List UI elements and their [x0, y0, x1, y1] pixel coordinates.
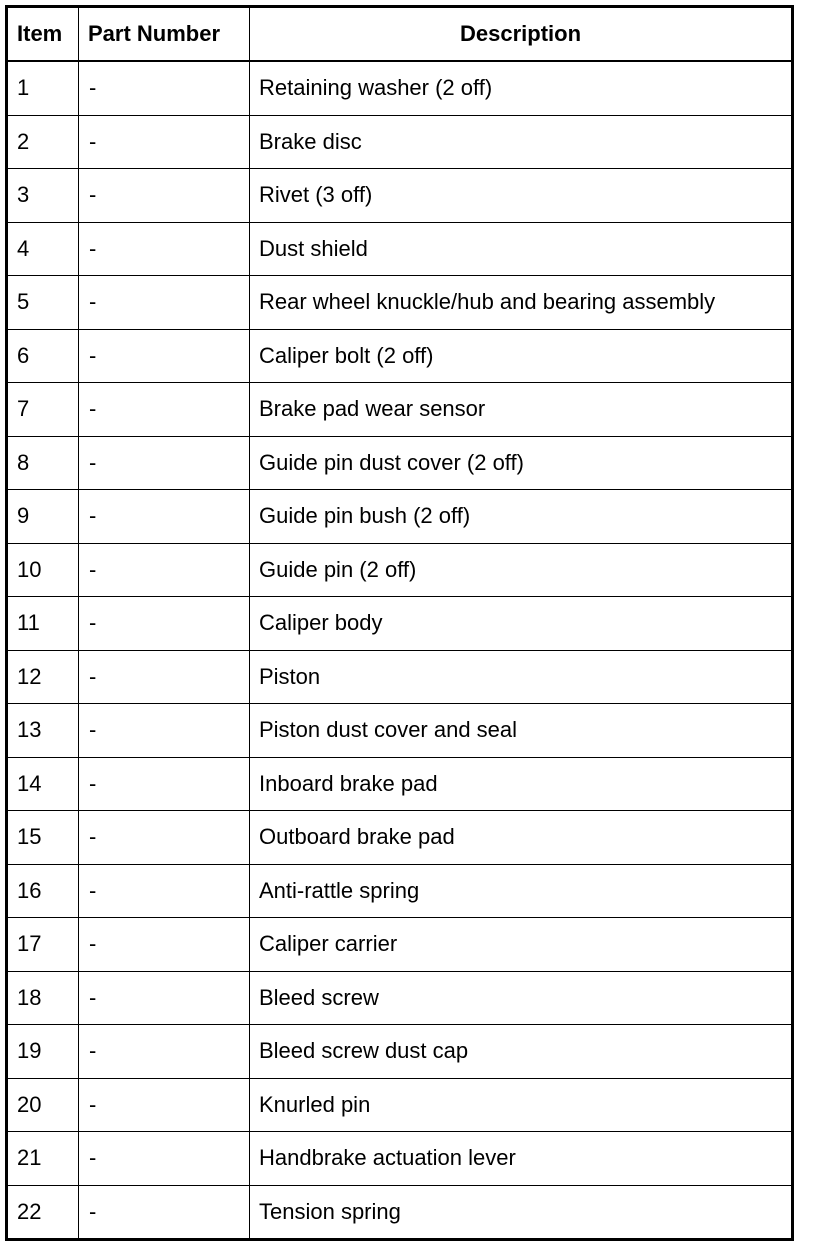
part-number-cell: - — [79, 1025, 250, 1079]
item-cell: 16 — [7, 864, 79, 918]
description-cell: Inboard brake pad — [250, 757, 793, 811]
table-row — [7, 329, 793, 383]
item-cell: 19 — [7, 1025, 79, 1079]
item-cell: 9 — [7, 490, 79, 544]
item-cell: 7 — [7, 383, 79, 437]
part-number-cell: - — [79, 918, 250, 972]
description-cell: Caliper bolt (2 off) — [250, 329, 793, 383]
item-cell: 3 — [7, 169, 79, 223]
description-cell: Guide pin dust cover (2 off) — [250, 436, 793, 490]
table-row — [7, 543, 793, 597]
part-number-cell: - — [79, 61, 250, 115]
table-row — [7, 918, 793, 972]
item-cell: 2 — [7, 115, 79, 169]
column-header-part-number: Part Number — [79, 7, 250, 62]
item-cell: 15 — [7, 811, 79, 865]
part-number-cell: - — [79, 490, 250, 544]
item-cell: 11 — [7, 597, 79, 651]
part-number-cell: - — [79, 811, 250, 865]
description-cell: Tension spring — [250, 1185, 793, 1240]
description-cell: Knurled pin — [250, 1078, 793, 1132]
item-cell: 10 — [7, 543, 79, 597]
part-number-cell: - — [79, 597, 250, 651]
table-row — [7, 115, 793, 169]
description-cell: Dust shield — [250, 222, 793, 276]
part-number-cell: - — [79, 704, 250, 758]
table-row — [7, 650, 793, 704]
header-row — [7, 7, 793, 62]
part-number-cell: - — [79, 169, 250, 223]
table-row — [7, 864, 793, 918]
table-row — [7, 704, 793, 758]
part-number-cell: - — [79, 543, 250, 597]
item-cell: 6 — [7, 329, 79, 383]
description-cell: Bleed screw dust cap — [250, 1025, 793, 1079]
description-cell: Brake disc — [250, 115, 793, 169]
item-cell: 1 — [7, 61, 79, 115]
part-number-cell: - — [79, 383, 250, 437]
part-number-cell: - — [79, 1132, 250, 1186]
description-cell: Brake pad wear sensor — [250, 383, 793, 437]
column-header-description: Description — [250, 7, 793, 62]
table-row — [7, 597, 793, 651]
part-number-cell: - — [79, 650, 250, 704]
item-cell: 20 — [7, 1078, 79, 1132]
table-row — [7, 971, 793, 1025]
part-number-cell: - — [79, 276, 250, 330]
description-cell: Piston dust cover and seal — [250, 704, 793, 758]
description-cell: Retaining washer (2 off) — [250, 61, 793, 115]
item-cell: 22 — [7, 1185, 79, 1240]
item-cell: 18 — [7, 971, 79, 1025]
item-cell: 21 — [7, 1132, 79, 1186]
description-cell: Guide pin bush (2 off) — [250, 490, 793, 544]
table-row — [7, 1025, 793, 1079]
part-number-cell: - — [79, 329, 250, 383]
part-number-cell: - — [79, 757, 250, 811]
part-number-cell: - — [79, 222, 250, 276]
description-cell: Guide pin (2 off) — [250, 543, 793, 597]
item-cell: 4 — [7, 222, 79, 276]
table-row — [7, 383, 793, 437]
description-cell: Handbrake actuation lever — [250, 1132, 793, 1186]
part-number-cell: - — [79, 864, 250, 918]
table-row — [7, 276, 793, 330]
item-cell: 5 — [7, 276, 79, 330]
item-cell: 12 — [7, 650, 79, 704]
table-body — [7, 61, 793, 1240]
table-row — [7, 1185, 793, 1240]
part-number-cell: - — [79, 1078, 250, 1132]
table-row — [7, 757, 793, 811]
part-number-cell: - — [79, 971, 250, 1025]
part-number-cell: - — [79, 115, 250, 169]
item-cell: 8 — [7, 436, 79, 490]
table-row — [7, 169, 793, 223]
table-row — [7, 811, 793, 865]
table-row — [7, 436, 793, 490]
table-row — [7, 1078, 793, 1132]
description-cell: Anti-rattle spring — [250, 864, 793, 918]
parts-table — [5, 5, 794, 1241]
description-cell: Piston — [250, 650, 793, 704]
table-row — [7, 490, 793, 544]
description-cell: Outboard brake pad — [250, 811, 793, 865]
table-row — [7, 1132, 793, 1186]
item-cell: 14 — [7, 757, 79, 811]
description-cell: Caliper carrier — [250, 918, 793, 972]
item-cell: 17 — [7, 918, 79, 972]
part-number-cell: - — [79, 1185, 250, 1240]
table-row — [7, 222, 793, 276]
item-cell: 13 — [7, 704, 79, 758]
description-cell: Caliper body — [250, 597, 793, 651]
table-row — [7, 61, 793, 115]
part-number-cell: - — [79, 436, 250, 490]
description-cell: Bleed screw — [250, 971, 793, 1025]
description-cell: Rivet (3 off) — [250, 169, 793, 223]
description-cell: Rear wheel knuckle/hub and bearing assembly — [250, 276, 793, 330]
column-header-item: Item — [7, 7, 79, 62]
